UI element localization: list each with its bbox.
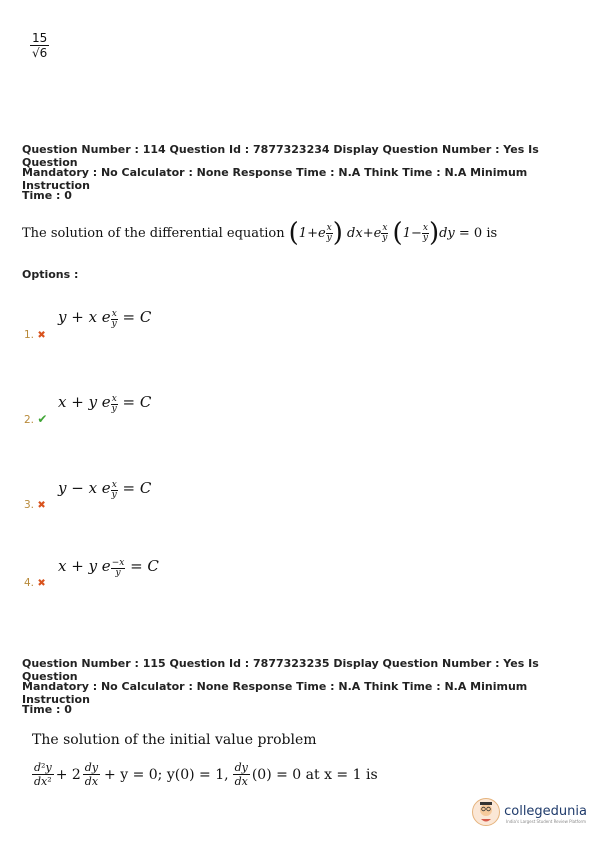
option-3-expression: y − x e $\frac{x}{y}$ = C [58, 479, 152, 500]
check-mark-icon: ✔ [37, 412, 48, 426]
option-4-expression: x + y e $\frac{-x}{y}$ = C [58, 557, 159, 578]
q115-meta-line2: Mandatory : No Calculator : None Response Time : N.A Think Time : N.A Minimum Instruction [22, 680, 528, 706]
q114-meta-line1: Question Number : 114 Question Id : 7877323234 Display Question Number : Yes Is Question [22, 143, 539, 169]
wrong-mark-icon: ✖ [37, 500, 46, 511]
option-2-expression: x + y e $\frac{x}{y}$ = C [58, 393, 152, 414]
q114-question-prefix: The solution of the differential equation [22, 225, 285, 241]
option-1-label: 1. ✖ [24, 329, 46, 341]
wrong-mark-icon: ✖ [37, 330, 46, 341]
q115-meta-line1: Question Number : 115 Question Id : 7877323235 Display Question Number : Yes Is Question [22, 657, 539, 683]
option-4-label: 4. ✖ [24, 577, 46, 589]
q114-question-suffix: = 0 is [458, 225, 498, 241]
options-heading: Options : [22, 268, 79, 281]
mascot-icon [472, 798, 500, 826]
option-2-label: 2. ✔ [24, 412, 48, 426]
q115-ivp-equation: $\frac{\text{d²y}}{\text{dx²}}$ + 2 $\frac{dy}{dx}$ + y = 0; y(0) = 1, $\frac{dy}{dx}$ (0) = 0 at x = 1 is [34, 761, 378, 788]
collegedunia-logo [472, 798, 587, 826]
option-3-label: 3. ✖ [24, 499, 46, 511]
q115-meta-line3: Time : 0 [22, 703, 72, 716]
logo-text: collegedunia [504, 804, 587, 819]
q114-meta-line3: Time : 0 [22, 189, 72, 202]
wrong-mark-icon: ✖ [37, 578, 46, 589]
q114-meta-line2: Mandatory : No Calculator : None Response Time : N.A Think Time : N.A Minimum Instruction [22, 166, 528, 192]
q115-question-line1: The solution of the initial value problem [32, 732, 317, 748]
logo-tagline: India's Largest Student Review Platform [506, 819, 586, 824]
q114-equation: ( 1+ e x y ) dx + e x y ( 1− x y ) dy [288, 218, 455, 248]
top-fraction [30, 32, 49, 59]
q114-question [22, 220, 497, 246]
option-1-expression: y + x e $\frac{x}{y}$ = C [58, 308, 152, 329]
top-fraction-numerator: 15 [32, 31, 48, 45]
top-fraction-denominator: √6 [32, 46, 48, 60]
